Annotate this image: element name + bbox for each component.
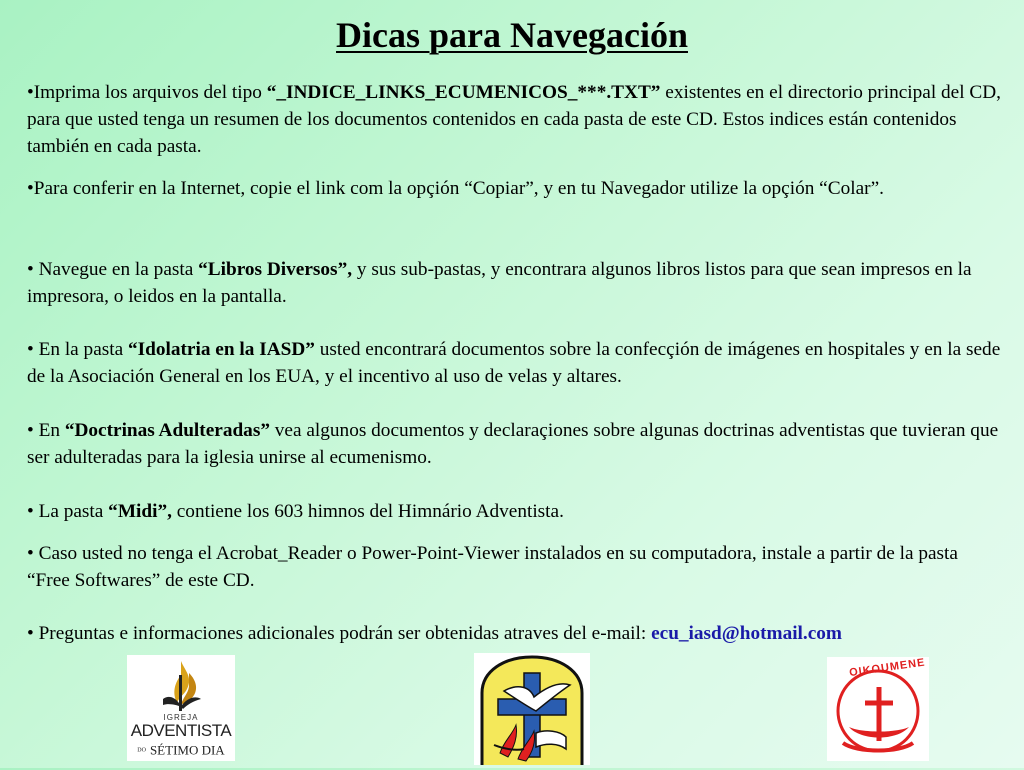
tip-text-before: En: [38, 420, 65, 441]
tip-free-softwares: [27, 540, 1002, 594]
tip-midi: [27, 498, 1002, 525]
tip-text: Caso usted no tenga el Acrobat_Reader o Power-Point-Viewer instalados en su computadora, instale a partir de la pasta “Free Softwares” de este CD.: [27, 543, 958, 591]
dove-cross-icon: [474, 653, 590, 765]
bullet: •: [27, 339, 39, 360]
adventist-logo-line2: ADVENTISTA: [130, 721, 232, 740]
bullet: •: [27, 259, 39, 280]
email-link[interactable]: ecu_iasd@hotmail.com: [651, 623, 842, 644]
tip-text-bold: “Doctrinas Adulteradas”: [64, 420, 270, 441]
bullet: •: [27, 501, 39, 522]
tip-print-index: [27, 79, 1002, 160]
tip-text-after: y sus sub-pastas, y encontrara algunos libros listos para que sean impresos en la impresora, o leidos en la pantalla.: [27, 259, 972, 307]
tip-text-before: Imprima los arquivos del tipo: [33, 82, 267, 103]
tip-contact: [27, 620, 1002, 647]
page-title: Dicas para Navegación: [336, 15, 688, 55]
tip-text-after: vea algunos documentos y declaraçiones sobre algunas doctrinas adventistas que tuvieran que ser adulteradas para la iglesia unirse al ecumenismo.: [27, 420, 999, 468]
tip-text-after: usted encontrará documentos sobre la confecçión de imágenes en hospitales y en la sede de la Asociación General en los EUA, y el incentivo al uso de velas y altares.: [27, 339, 1001, 387]
tip-text-bold: “Idolatria en la IASD”: [128, 339, 315, 360]
tip-doctrinas: [27, 417, 1002, 471]
bullet: •: [27, 623, 39, 644]
adventist-logo-line3: [127, 741, 235, 759]
adventist-logo-line3a: DO: [137, 747, 146, 754]
adventist-logo: [127, 655, 235, 761]
tip-text-before: En la pasta: [38, 339, 128, 360]
tip-text-before: La pasta: [38, 501, 109, 522]
tip-text-after: contiene los 603 himnos del Himnário Adventista.: [171, 501, 564, 522]
tip-text: Para conferir en la Internet, copie el link com la opçión “Copiar”, y en tu Navegador utilize la opçión “Colar”.: [33, 178, 884, 199]
bullet: •: [27, 420, 39, 441]
adventist-logo-line1: IGREJA: [163, 713, 199, 722]
tip-text: Preguntas e informaciones adicionales podrán ser obtenidas atraves del e-mail:: [38, 623, 652, 644]
oikoumene-logo: [827, 657, 929, 761]
bullet: •: [27, 543, 39, 564]
bullet: •: [27, 178, 34, 199]
tip-text-bold: “Libros Diversos”,: [198, 259, 353, 280]
tip-text-before: Navegue en la pasta: [38, 259, 199, 280]
tip-text-after: existentes en el directorio principal del CD, para que usted tenga un resumen de los documentos contenidos en cada pasta de este CD. Estos indices están contenidos también en cada pasta.: [27, 82, 1001, 157]
ecumenical-emblem: [474, 653, 590, 765]
adventist-logo-line3b: SÉTIMO DIA: [149, 742, 225, 758]
bullet: •: [27, 82, 34, 103]
tip-text-bold: “Midi”,: [108, 501, 172, 522]
tip-libros-diversos: [27, 256, 1002, 310]
tip-copy-link: [27, 175, 1002, 202]
oikoumene-logo-text: OIKOUMENE: [848, 656, 927, 680]
tip-idolatria: [27, 336, 1002, 390]
tip-text-bold: “_INDICE_LINKS_ECUMENICOS_***.TXT”: [266, 82, 661, 103]
